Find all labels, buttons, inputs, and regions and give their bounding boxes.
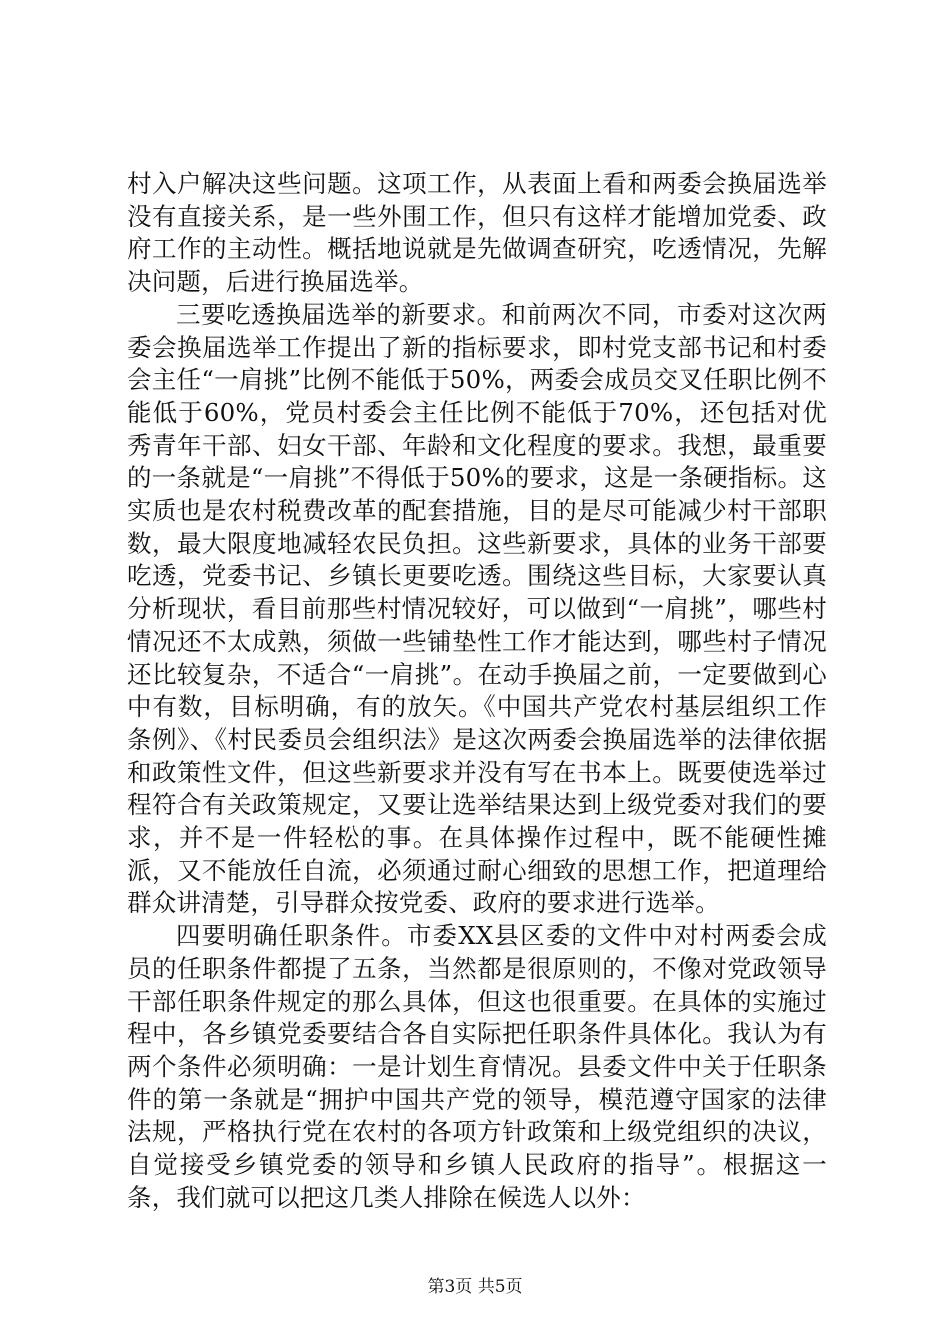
paragraph-1: 村入户解决这些问题。这项工作，从表面上看和两委会换届选举没有直接关系，是一些外围工作，但只有这样才能增加党委、政府工作的主动性。概括地说就是先做调查研究，吃透情况，先解决问题，后进行换届选举。 bbox=[127, 169, 827, 297]
paragraph-2: 三要吃透换届选举的新要求。和前两次不同，市委对这次两委会换届选举工作提出了新的指标要求，即村党支部书记和村委会主任“一肩挑”比例不能低于50%，两委会成员交叉任职比例不能低于60%，党员村委会主任比例不能低于70%，还包括对优秀青年干部、妇女干部、年龄和文化程度的要求。我想，最重要的一条就是“一肩挑”不得低于50%的要求，这是一条硬指标。这实质也是农村税费改革的配套措施，目的是尽可能减少村干部职数，最大限度地减轻农民负担。这些新要求，具体的业务干部要吃透，党委书记、乡镇长更要吃透。围绕这些目标，大家要认真分析现状，看目前那些村情况较好，可以做到“一肩挑”，哪些村情况还不太成熟，须做一些铺垫性工作才能达到，哪些村子情况还比较复杂，不适合“一肩挑”。在动手换届之前，一定要做到心中有数，目标明确，有的放矢。《中国共产党农村基层组织工作条例》、《村民委员会组织法》是这次两委会换届选举的法律依据和政策性文件，但这些新要求并没有写在书本上。既要使选举过程符合有关政策规定，又要让选举结果达到上级党委对我们的要求，并不是一件轻松的事。在具体操作过程中，既不能硬性摊派，又不能放任自流，必须通过耐心细致的思想工作，把道理给群众讲清楚，引导群众按党委、政府的要求进行选举。 bbox=[127, 299, 827, 918]
body-text bbox=[127, 168, 827, 1215]
paragraph-3: 四要明确任职条件。市委XX县区委的文件中对村两委会成员的任职条件都提了五条，当然都是很原则的，不像对党政领导干部任职条件规定的那么具体，但这也很重要。在具体的实施过程中，各乡镇党委要结合各自实际把任职条件具体化。我认为有两个条件必须明确：一是计划生育情况。县委文件中关于任职条件的第一条就是“拥护中国共产党的领导，模范遵守国家的法律法规，严格执行党在农村的各项方针政策和上级党组织的决议，自觉接受乡镇党委的领导和乡镇人民政府的指导”。根据这一条，我们就可以把这几类人排除在候选人以外： bbox=[127, 921, 827, 1212]
page-footer: 第3页 共5页 bbox=[427, 1277, 523, 1297]
